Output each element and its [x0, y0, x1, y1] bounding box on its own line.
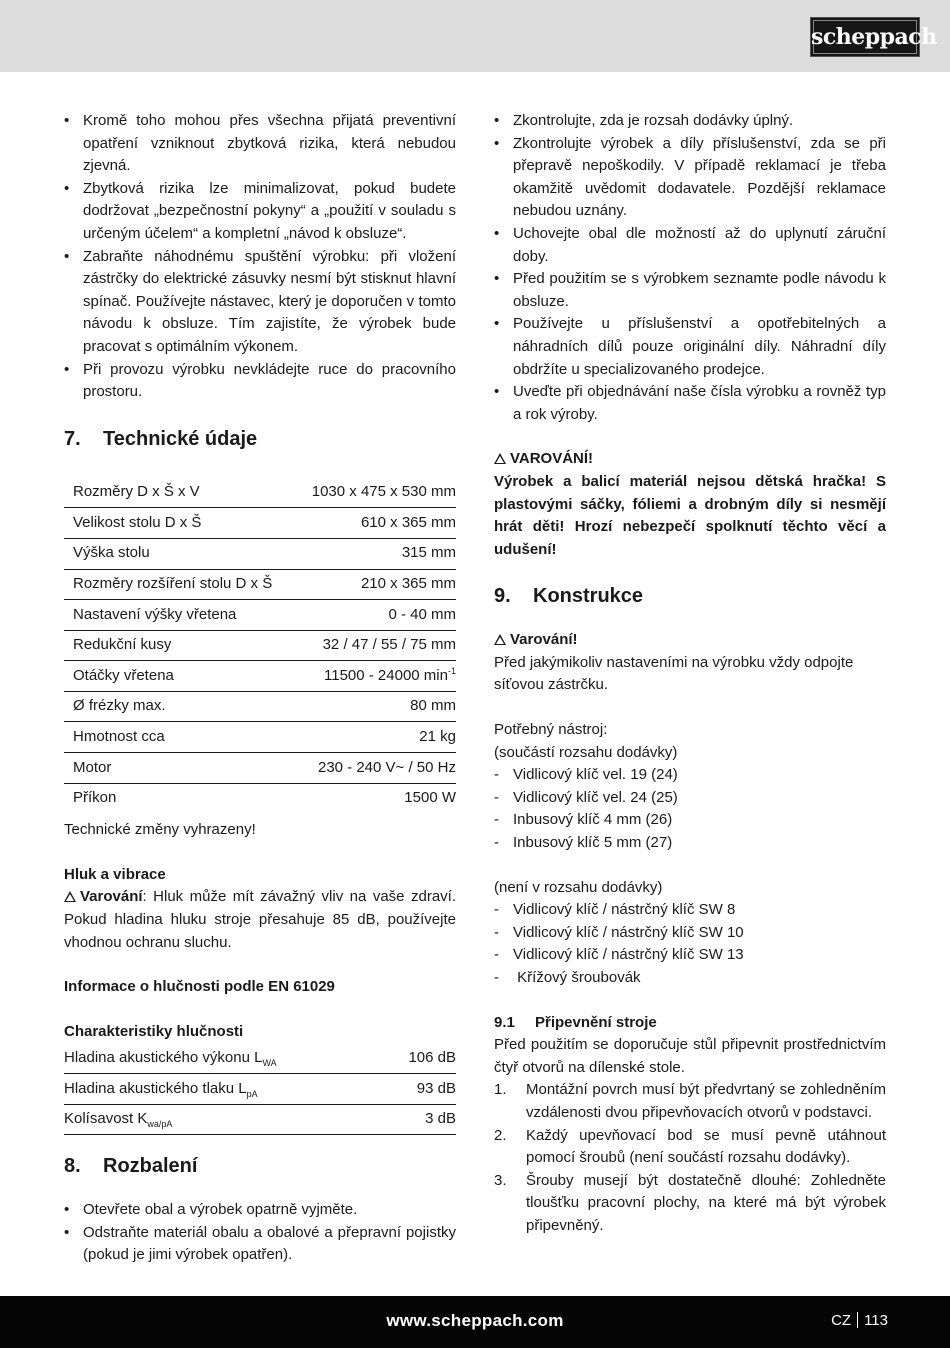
unpack-bullet-list: [64, 1199, 456, 1267]
noise-key-subscript: WA: [262, 1057, 277, 1068]
page-footer: [0, 1296, 950, 1348]
table-row: [64, 661, 456, 692]
spec-value: 1030 x 475 x 530 mm: [296, 478, 456, 508]
warning-triangle-icon: [494, 453, 506, 464]
warning-label: Varování: [80, 888, 143, 906]
list-item: - Vidlicový klíč / nástrčný klíč SW 13: [494, 944, 886, 967]
section-number: 7.: [64, 427, 81, 450]
table-row: [64, 722, 456, 753]
noise-char-heading: Charakteristiky hlučnosti: [64, 1022, 244, 1040]
mount-intro: Před použitím se doporučuje stůl připevnit prostřednictvím čtyř otvorů na dílenské stole.: [494, 1036, 886, 1076]
warning-title-text: Varování!: [510, 631, 578, 649]
right-column: [494, 110, 886, 1238]
list-item: • Zabraňte náhodnému spuštění výrobku: při vložení zástrčky do elektrické zásuvky nesmí být stisknut hlavní spínač. Používejte nástavec, který je doporučen v tomto návodu k obsluze. Tím zajistíte, že výrobek bude pracovat s optimálním výkonem.: [64, 246, 456, 359]
spec-value: 210 x 365 mm: [296, 569, 456, 600]
table-row: [64, 1074, 456, 1105]
list-item: - Křížový šroubovák: [494, 967, 886, 990]
warning-text: : Hluk může mít závažný vliv na vaše zdraví. Pokud hladina hluku stroje přesahuje 85 dB, používejte vhodnou ochranu sluchu.: [64, 888, 456, 951]
list-item: • Používejte u příslušenství a opotřebitelných a náhradních dílů pouze originální díly. Náhradní díly obdržíte u specializovaného prodejce.: [494, 313, 886, 381]
language-code: CZ: [831, 1312, 852, 1329]
list-item: • Zkontrolujte, zda je rozsah dodávky úplný.: [494, 110, 886, 133]
noise-key-text: Kolísavost K: [64, 1110, 148, 1128]
warning-1-text: Výrobek a balicí materiál nejsou dětská hračka! S plastovými sáčky, fóliemi a drobným díly si nesmějí hrát děti! Hrozí nebezpečí spolknutí těchto věcí a udušení!: [494, 472, 886, 558]
spec-key: Rozměry rozšíření stolu D x Š: [64, 569, 296, 600]
list-item: - Vidlicový klíč / nástrčný klíč SW 8: [494, 899, 886, 922]
spec-value-exponent: -1: [447, 665, 456, 676]
section-title: Rozbalení: [103, 1155, 198, 1178]
step-text: Každý upevňovací bod se musí pevně utáhnout pomocí šroubů (není součástí rozsahu dodávky).: [526, 1126, 886, 1167]
step-number: 2.: [494, 1126, 507, 1144]
table-row: [64, 630, 456, 661]
noise-value: 3 dB: [384, 1104, 456, 1135]
section-number: 9.: [494, 585, 511, 608]
spec-value: 610 x 365 mm: [296, 508, 456, 539]
noise-table: [64, 1043, 456, 1135]
tools-excluded-label: (není v rozsahu dodávky): [494, 878, 663, 896]
table-row: [64, 478, 456, 508]
list-item: - Inbusový klíč 4 mm (26): [494, 809, 886, 832]
list-item: - Vidlicový klíč vel. 24 (25): [494, 787, 886, 810]
spec-key: Velikost stolu D x Š: [64, 508, 296, 539]
list-item: • Uveďte při objednávání naše čísla výrobku a rovněž typ a rok výroby.: [494, 381, 886, 426]
spec-value: 21 kg: [296, 722, 456, 753]
list-item: • Před použitím se s výrobkem seznamte podle návodu k obsluze.: [494, 268, 886, 313]
list-item: • Odstraňte materiál obalu a obalové a přepravní pojistky (pokud je jimi výrobek opatřen).: [64, 1222, 456, 1267]
noise-key-text: Hladina akustického výkonu L: [64, 1048, 263, 1066]
noise-heading: Hluk a vibrace: [64, 865, 166, 883]
list-item: • Při provozu výrobku nevkládejte ruce do pracovního prostoru.: [64, 359, 456, 404]
noise-info-heading: Informace o hlučnosti podle EN 61029: [64, 978, 335, 996]
table-row: [64, 753, 456, 784]
noise-key: [64, 1104, 384, 1135]
step-number: 3.: [494, 1171, 507, 1189]
list-item: • Kromě toho mohou přes všechna přijatá preventivní opatření vzniknout zbytková rizika, která nebudou zjevná.: [64, 110, 456, 178]
list-item: [494, 1170, 886, 1238]
list-item: - Vidlicový klíč vel. 19 (24): [494, 764, 886, 787]
section-number: 8.: [64, 1155, 81, 1178]
list-item: • Uchovejte obal dle možností až do uplynutí záruční doby.: [494, 223, 886, 268]
section-title: Technické údaje: [103, 427, 258, 450]
page-header: [0, 0, 950, 72]
warning-1-title: [494, 448, 886, 471]
table-row: [64, 569, 456, 600]
list-item: • Zbytková rizika lze minimalizovat, pokud budete dodržovat „bezpečnostní pokyny“ a „použití v souladu s určeným účelem“ a kompletní „návod k obsluze“.: [64, 178, 456, 246]
spec-key: Výška stolu: [64, 538, 296, 569]
list-item: - Vidlicový klíč / nástrčný klíč SW 10: [494, 922, 886, 945]
spec-value: 32 / 47 / 55 / 75 mm: [296, 630, 456, 661]
spec-key: Rozměry D x Š x V: [64, 478, 296, 508]
step-text: Montážní povrch musí být předvrtaný se zohledněním vzdálenosti dvou připevňovacích otvorů v podstavci.: [526, 1081, 886, 1121]
noise-value: 106 dB: [384, 1043, 456, 1073]
website-link[interactable]: www.scheppach.com: [386, 1311, 564, 1330]
list-item: [494, 1125, 886, 1170]
warning-triangle-icon: [64, 891, 76, 902]
warning-2-text: Před jakýmikoliv nastaveními na výrobku vždy odpojte síťovou zástrčku.: [494, 653, 854, 694]
list-item: • Otevřete obal a výrobek opatrně vyjměte.: [64, 1199, 456, 1222]
spec-value: [296, 661, 456, 692]
section-9-heading: [494, 583, 886, 609]
table-row: [64, 1104, 456, 1135]
spec-key: Nastavení výšky vřetena: [64, 600, 296, 631]
list-item: - Inbusový klíč 5 mm (27): [494, 832, 886, 855]
list-item: • Zkontrolujte výrobek a díly příslušenství, zda se při přepravě nepoškodily. V případě reklamací je třeba okamžitě uvědomit dodavatele. Pozdější reklamace nebudou uznány.: [494, 133, 886, 223]
noise-key-text: Hladina akustického tlaku L: [64, 1079, 247, 1097]
spec-value: 1500 W: [404, 789, 456, 807]
section-9-1-heading: [494, 1012, 886, 1035]
warning-title-text: VAROVÁNÍ!: [510, 450, 594, 468]
mount-steps-list: [494, 1079, 886, 1237]
page-indicator: [831, 1310, 888, 1333]
left-column: [64, 110, 456, 1267]
section-title: Připevnění stroje: [535, 1013, 657, 1031]
noise-value: 93 dB: [384, 1074, 456, 1105]
spec-value: 0 - 40 mm: [296, 600, 456, 631]
spec-key: Hmotnost cca: [64, 722, 296, 753]
table-row: [64, 508, 456, 539]
spec-key: Ø frézky max.: [64, 691, 296, 722]
spec-value: 80 mm: [296, 691, 456, 722]
tools-included-list: [494, 764, 886, 854]
tools-excluded-list: [494, 899, 886, 989]
step-text: Šrouby musejí být dostatečně dlouhé: Zohledněte tloušťku pracovní plochy, na které má být výrobek připevněný.: [526, 1171, 886, 1234]
list-item: [494, 1079, 886, 1124]
section-8-heading: [64, 1153, 456, 1179]
spec-value: 230 - 240 V~ / 50 Hz: [296, 753, 456, 784]
section-title: Konstrukce: [533, 585, 644, 608]
delivery-bullet-list: [494, 110, 886, 426]
warning-triangle-icon: [494, 634, 506, 645]
noise-key-subscript: pA: [246, 1088, 258, 1099]
noise-key: [64, 1074, 384, 1105]
specs-table: [64, 478, 456, 814]
spec-value-text: 11500 - 24000 min: [324, 666, 448, 684]
noise-key: [64, 1043, 384, 1073]
spec-key: Motor: [64, 753, 296, 784]
tech-changes-note: Technické změny vyhrazeny!: [64, 821, 256, 839]
table-row: [64, 600, 456, 631]
warning-2-title: [494, 629, 886, 652]
separator: [857, 1312, 858, 1328]
spec-key: Otáčky vřetena: [64, 661, 296, 692]
spec-key: Redukční kusy: [64, 630, 296, 661]
table-row: [64, 691, 456, 722]
spec-key: Příkon: [73, 789, 117, 807]
spec-value: 315 mm: [296, 538, 456, 569]
page-number: 113: [864, 1312, 888, 1329]
table-row: [64, 538, 456, 569]
table-row: [64, 783, 456, 813]
scheppach-logo: scheppach: [810, 17, 920, 57]
step-number: 1.: [494, 1081, 507, 1099]
section-number: 9.1: [494, 1013, 515, 1031]
noise-warning: [64, 886, 456, 954]
section-7-heading: [64, 426, 456, 452]
noise-key-subscript: wa/pA: [147, 1119, 173, 1130]
tools-heading: Potřebný nástroj:: [494, 721, 608, 739]
tools-included-label: (součástí rozsahu dodávky): [494, 743, 678, 761]
table-row: [64, 1043, 456, 1073]
intro-bullet-list: [64, 110, 456, 404]
